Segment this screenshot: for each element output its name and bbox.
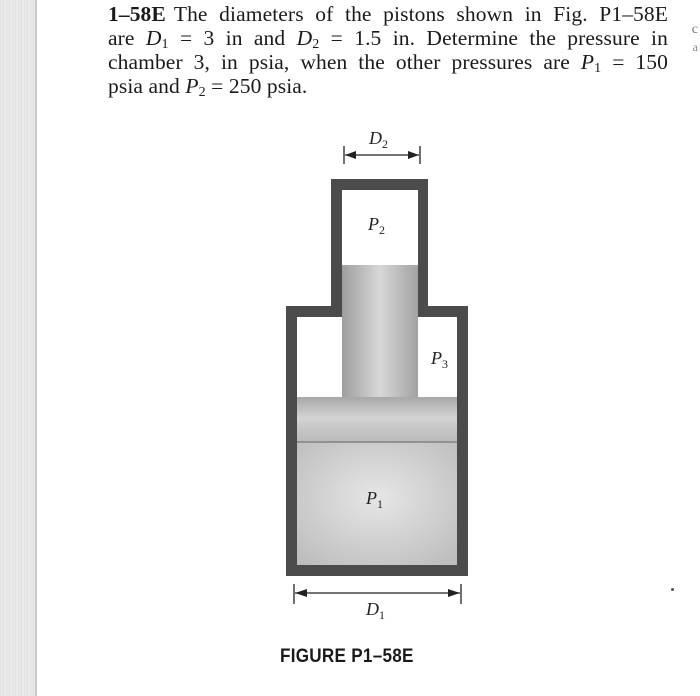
arrowhead-right-icon — [408, 151, 419, 159]
label-p1: $P_1$ — [366, 488, 383, 511]
problem-line-4: psia and $P_2 = 250$ psia. — [108, 74, 308, 100]
problem-line-1: 1–58E The diameters of the pistons shown in Fig. P1–58E — [108, 2, 668, 26]
label-p2: $P_2$ — [368, 214, 385, 237]
problem-number: 1–58E — [108, 2, 166, 26]
figure-caption: FIGURE P1–58E — [280, 646, 414, 667]
label-d2: $D_2$ — [369, 128, 388, 151]
small-piston — [342, 265, 418, 397]
margin-mark: a — [692, 40, 698, 54]
arrowhead-right-icon — [448, 589, 460, 597]
arrowhead-left-icon — [295, 589, 307, 597]
margin-mark: c — [691, 22, 698, 37]
large-piston — [297, 397, 457, 443]
problem-line-3: chamber 3, in psia, when the other pressures are $P_1 = 150$ — [108, 50, 668, 76]
label-p3: $P_3$ — [431, 348, 448, 371]
label-d1: $D_1$ — [366, 599, 385, 622]
chamber-3-left — [297, 317, 342, 397]
problem-line-2: are $D_1 = 3$ in and $D_2 = 1.5$ in. Determine the pressure in — [108, 26, 668, 52]
arrowhead-left-icon — [345, 151, 356, 159]
